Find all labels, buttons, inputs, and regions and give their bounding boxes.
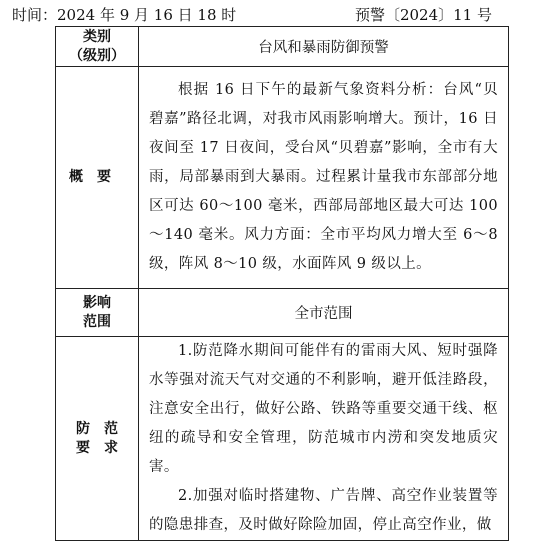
requirements-row bbox=[56, 337, 509, 541]
overview-text: 根据 16 日下午的最新气象资料分析：台风“贝碧嘉”路径北调，对我市风雨影响增大。预计，16 日夜间至 17 日夜间，受台风“贝碧嘉”影响，全市有大雨，局部暴雨到大暴雨。过程累计量我市东部部分地区可达 60～100 毫米，西部局部地区最大可达 100～140 毫米。风力方面：全市平均风力增大至 6～8 级，阵风 8～10 级，水面阵风 9 级以上。 bbox=[149, 82, 498, 272]
overview-label: 概要 bbox=[56, 67, 139, 289]
overview-cell bbox=[139, 67, 509, 289]
scope-label-line1: 影响 bbox=[83, 294, 111, 311]
scope-label-cell bbox=[56, 289, 139, 337]
issue-time: 时间：2024 年 9 月 16 日 18 时 bbox=[12, 6, 237, 24]
warning-number: 预警〔2024〕11 号 bbox=[354, 6, 492, 24]
scope-value: 全市范围 bbox=[139, 289, 509, 337]
notice-header bbox=[0, 0, 554, 26]
category-label-cell bbox=[56, 27, 139, 67]
category-label: 类别 bbox=[83, 28, 111, 45]
overview-row bbox=[56, 67, 509, 289]
scope-label-line2: 范围 bbox=[83, 313, 111, 330]
scope-row bbox=[56, 289, 509, 337]
warning-table bbox=[55, 26, 509, 541]
requirement-item-1: 1.防范降水期间可能伴有的雷雨大风、短时强降水等强对流天气对交通的不利影响，避开低洼路段，注意安全出行，做好公路、铁路等重要交通干线、枢纽的疏导和安全管理，防范城市内涝和突发地质灾害。 bbox=[149, 343, 498, 475]
requirements-label-line1: 防 范 bbox=[76, 420, 118, 437]
requirements-label-cell bbox=[56, 337, 139, 541]
category-level-label: （级别） bbox=[69, 47, 125, 64]
requirements-cell bbox=[139, 337, 509, 541]
category-value: 台风和暴雨防御预警 bbox=[139, 27, 509, 67]
requirements-label-line2: 要 求 bbox=[76, 439, 118, 456]
category-row bbox=[56, 27, 509, 67]
requirement-item-2: 2.加强对临时搭建物、广告牌、高空作业装置等的隐患排查，及时做好除险加固，停止高空作业，做 bbox=[149, 488, 498, 533]
